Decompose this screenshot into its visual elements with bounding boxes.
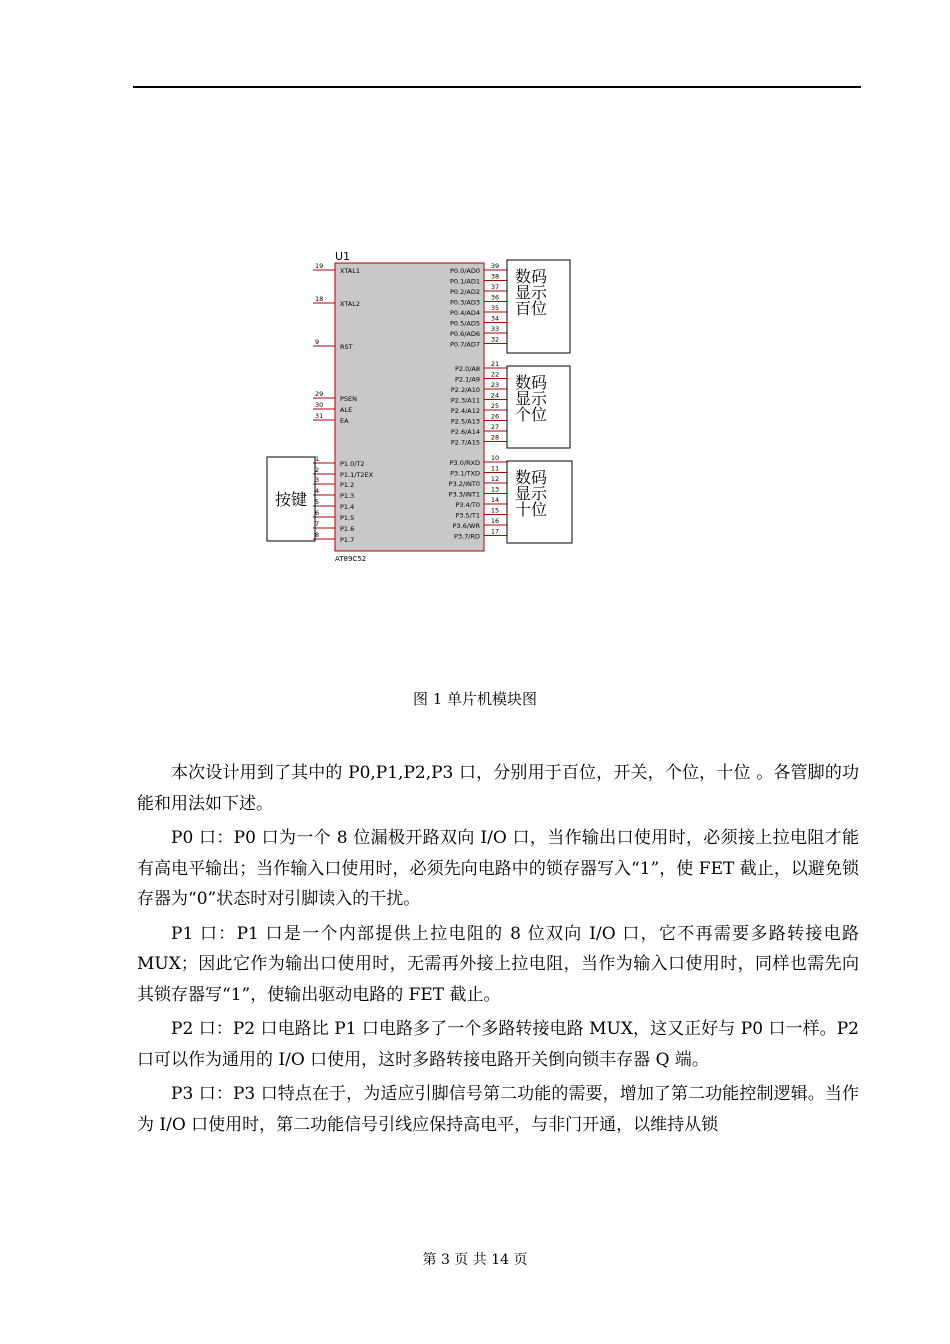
pin-number: 29 xyxy=(315,390,324,398)
pin-number: 11 xyxy=(490,464,500,473)
body-text xyxy=(137,758,859,1144)
pin-number: 23 xyxy=(490,381,500,389)
pin-number: 37 xyxy=(490,283,500,291)
pin-number: 3 xyxy=(315,476,320,484)
pin-number: 36 xyxy=(490,293,500,302)
pin-number: 21 xyxy=(490,360,500,368)
pin-number: 39 xyxy=(490,262,500,270)
pin-name: P1.1/T2EX xyxy=(340,471,374,479)
pin-name: P1.4 xyxy=(340,503,355,511)
pin-number: 5 xyxy=(315,498,320,506)
pin-name: P3.0/RXD xyxy=(449,459,480,467)
chip-part: AT89C52 xyxy=(335,555,367,563)
pin-number: 2 xyxy=(315,466,320,474)
pin-name: P2.2/A10 xyxy=(450,386,480,394)
pin-number: 6 xyxy=(315,509,320,517)
figure-caption: 图 1 单片机模块图 xyxy=(412,690,538,708)
display-box-ones-text: 数码 xyxy=(515,373,548,392)
pin-number: 8 xyxy=(315,531,320,539)
pin-name: P0.3/AD3 xyxy=(449,298,480,307)
pin-number: 1 xyxy=(315,455,320,463)
pin-name: P0.0/AD0 xyxy=(449,267,480,275)
pin-number: 15 xyxy=(490,506,500,515)
pin-name: RST xyxy=(340,343,353,351)
pin-number: 19 xyxy=(315,262,324,270)
pin-name: EA xyxy=(340,417,349,425)
pin-name: P1.0/T2 xyxy=(340,460,365,468)
pin-number: 13 xyxy=(490,485,500,494)
display-box-tens-text: 数码 xyxy=(515,468,548,487)
header-rule xyxy=(133,86,861,88)
pin-number: 27 xyxy=(490,423,500,431)
pin-name: P3.4/T0 xyxy=(455,501,480,509)
paragraph-p2: P2 口：P2 口电路比 P1 口电路多了一个多路转接电路 MUX，这又正好与 P0 口一样。P2 口可以作为通用的 I/O 口使用，这时多路转接电路开关倒向锁丰存器 Q 端。 xyxy=(137,1019,859,1070)
pin-name: P0.1/AD1 xyxy=(449,277,480,286)
display-box-hundreds-text: 数码 xyxy=(515,267,548,286)
pin-number: 18 xyxy=(315,295,324,303)
paragraph-p3: P3 口：P3 口特点在于，为适应引脚信号第二功能的需要，增加了第二功能控制逻辑。当作为 I/O 口使用时，第二功能信号引线应保持高电平，与非门开通，以维持从锁 xyxy=(137,1084,859,1135)
pin-name: P1.3 xyxy=(340,492,355,500)
pin-name: P0.4/AD4 xyxy=(449,309,480,317)
mcu-schematic-figure xyxy=(265,250,577,570)
display-box-tens-text: 十位 xyxy=(515,500,548,519)
pin-name: P2.1/A9 xyxy=(454,375,480,384)
pin-number: 16 xyxy=(490,517,500,525)
display-box-ones-text: 个位 xyxy=(515,405,548,424)
display-box-hundreds-text: 百位 xyxy=(515,299,548,318)
pin-number: 24 xyxy=(490,391,500,400)
pin-name: P2.6/A14 xyxy=(450,428,480,436)
pin-number: 32 xyxy=(490,335,500,344)
pin-name: P2.3/A11 xyxy=(450,396,480,405)
pin-name: P0.2/AD2 xyxy=(449,288,480,296)
paragraph-p0: P0 口：P0 口为一个 8 位漏极开路双向 I/O 口，当作输出口使用时，必须接上拉电阻才能有高电平输出；当作输入口使用时，必须先向电路中的锁存器写入“1”，使 FET 截止，以避免锁存器为“0”状态时对引脚读入的干扰。 xyxy=(137,828,859,909)
pin-name: P1.2 xyxy=(340,481,355,489)
pin-name: P3.7/RD xyxy=(454,532,480,541)
pin-name: P1.5 xyxy=(340,514,355,522)
pin-number: 34 xyxy=(490,314,500,323)
paragraph-intro: 本次设计用到了其中的 P0,P1,P2,P3 口，分别用于百位，开关，个位，十位 。各管脚的功能和用法如下述。 xyxy=(137,763,859,814)
pin-name: P3.1/TXD xyxy=(450,469,480,478)
pin-name: P2.7/A15 xyxy=(450,438,480,447)
pin-number: 38 xyxy=(490,272,500,281)
paragraph-p1: P1 口：P1 口是一个内部提供上拉电阻的 8 位双向 I/O 口，它不再需要多路转接电路 MUX；因此它作为输出口使用时，无需再外接上拉电阻，当作为输入口使用时，同样也需先向其锁存器写“1”，使输出驱动电路的 FET 截止。 xyxy=(137,923,859,1005)
display-box-ones-text: 显示 xyxy=(515,389,548,408)
pin-name: P0.6/AD6 xyxy=(449,330,480,338)
pin-name: P3.6/WR xyxy=(452,522,480,530)
pin-number: 17 xyxy=(490,527,500,536)
pin-number: 22 xyxy=(490,370,500,379)
pin-number: 10 xyxy=(490,454,500,462)
pin-name: PSEN xyxy=(340,395,358,403)
pin-number: 31 xyxy=(315,412,324,420)
pin-number: 9 xyxy=(315,338,320,346)
pin-number: 14 xyxy=(490,496,500,504)
display-box-tens-text: 显示 xyxy=(515,484,548,503)
pin-name: P1.6 xyxy=(340,525,355,533)
pin-name: P3.5/T1 xyxy=(455,511,480,520)
pin-number: 7 xyxy=(315,520,320,528)
pin-name: XTAL1 xyxy=(340,267,361,275)
pin-name: P0.5/AD5 xyxy=(449,319,480,328)
pin-name: P2.0/A8 xyxy=(454,365,480,373)
pin-name: P1.7 xyxy=(340,536,355,544)
pin-number: 4 xyxy=(315,487,320,495)
pin-number: 30 xyxy=(315,401,324,409)
pin-name: ALE xyxy=(340,406,353,414)
pin-name: P0.7/AD7 xyxy=(449,340,480,349)
pin-number: 33 xyxy=(490,325,500,333)
chip-ref: U1 xyxy=(335,250,351,263)
pin-number: 35 xyxy=(490,304,500,312)
page-footer: 第 3 页 共 14 页 xyxy=(422,1252,528,1268)
pin-number: 28 xyxy=(490,433,500,442)
pin-name: P2.5/A13 xyxy=(450,417,480,426)
pin-name: P2.4/A12 xyxy=(450,407,480,415)
display-box-hundreds-text: 显示 xyxy=(515,283,548,302)
schematic-svg xyxy=(265,250,577,570)
pin-number: 25 xyxy=(490,402,500,410)
key-box-text: 按键 xyxy=(275,490,308,509)
pin-name: P3.3/INT1 xyxy=(448,490,480,499)
pin-name: P3.2/INT0 xyxy=(448,480,480,488)
pin-number: 26 xyxy=(490,412,500,421)
pin-name: XTAL2 xyxy=(340,300,361,308)
pin-number: 12 xyxy=(490,475,500,483)
